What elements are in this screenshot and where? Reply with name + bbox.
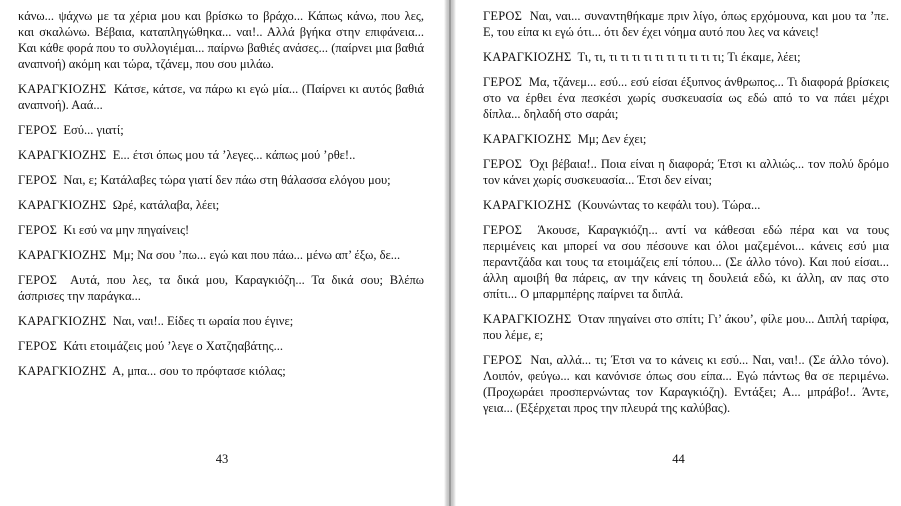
dialogue-line xyxy=(18,363,424,379)
dialogue-text: Ναι, ε; Κατάλαβες τώρα γιατί δεν πάω στη θάλασσα ελόγου μου; xyxy=(63,173,391,187)
page-number: 44 xyxy=(672,452,685,466)
dialogue-line xyxy=(18,313,424,329)
dialogue-line xyxy=(483,8,889,40)
speaker-name: ΚΑΡΑΓΚΙΟΖΗΣ xyxy=(18,314,107,328)
dialogue-text: Μα, τζάνεμ... εσύ... εσύ είσαι έξυπνος άνθρωπος... Τι διαφορά βρίσκεις στο να έρθει ένα πεσκέσι χωρίς συσκευασία ως εδώ από το να πάει μέχρι δίπλα... δηλαδή στο σαράι; xyxy=(483,75,890,121)
speaker-name: ΚΑΡΑΓΚΙΟΖΗΣ xyxy=(18,364,107,378)
speaker-name: ΓΕΡΟΣ xyxy=(18,223,58,237)
dialogue-text: Μμ; Δεν έχει; xyxy=(577,132,647,146)
speaker-name: ΚΑΡΑΓΚΙΟΖΗΣ xyxy=(483,50,572,64)
dialogue-line xyxy=(483,311,889,343)
dialogue-text: Μμ; Να σου ’πω... εγώ και που πάω... μένω απ’ έξω, δε... xyxy=(112,248,401,262)
left-page xyxy=(0,0,444,506)
dialogue-line xyxy=(483,131,889,147)
speaker-name: ΓΕΡΟΣ xyxy=(18,339,58,353)
dialogue-text: Ναι, ναι... συναντηθήκαμε πριν λίγο, όπως ερχόμουνα, και μου τα ’πε. Ε, του είπα κι εγώ ότι... ότι δεν έχει νόημα αυτό που λες να κάνεις! xyxy=(483,9,889,39)
dialogue-line xyxy=(18,338,424,354)
dialogue-text: Α, μπα... σου το πρόφτασε κιόλας; xyxy=(112,364,286,378)
speaker-name: ΓΕΡΟΣ xyxy=(18,273,58,287)
dialogue-text: Κάτσε, κάτσε, να πάρω κι εγώ μία... (Παίρνει κι αυτός βαθιά αναπνοή). Ααά... xyxy=(18,82,425,112)
right-page xyxy=(456,0,901,506)
left-page-text xyxy=(18,8,424,388)
dialogue-text: Όχι βέβαια!.. Ποια είναι η διαφορά; Έτσι κι αλλιώς... τον πολύ δρόμο τον κάνει χωρίς συσκευασία... Έτσι δεν είναι; xyxy=(483,157,890,187)
speaker-name: ΚΑΡΑΓΚΙΟΖΗΣ xyxy=(18,148,107,162)
dialogue-line xyxy=(483,49,889,65)
dialogue-text: Ε... έτσι όπως μου τά ’λεγες... κάπως μού ’ρθε!.. xyxy=(112,148,356,162)
speaker-name: ΓΕΡΟΣ xyxy=(483,157,523,171)
speaker-name: ΓΕΡΟΣ xyxy=(483,75,523,89)
dialogue-text: Κι εσύ να μην πηγαίνεις! xyxy=(63,223,190,237)
dialogue-line xyxy=(483,197,889,213)
right-page-text xyxy=(483,8,889,425)
dialogue-line xyxy=(483,352,889,416)
speaker-name: ΓΕΡΟΣ xyxy=(18,173,58,187)
dialogue-line xyxy=(483,156,889,188)
dialogue-line xyxy=(18,122,424,138)
dialogue-text: Όταν πηγαίνει στο σπίτι; Γι’ άκου’, φίλε μου... Διπλή ταρίφα, που λέμε, ε; xyxy=(483,312,890,342)
dialogue-line xyxy=(18,222,424,238)
dialogue-line xyxy=(18,81,424,113)
speaker-name: ΓΕΡΟΣ xyxy=(483,353,523,367)
dialogue-line xyxy=(18,247,424,263)
dialogue-line xyxy=(483,74,889,122)
dialogue-text: Ναι, αλλά... τι; Έτσι να το κάνεις κι εσύ... Ναι, ναι!.. (Σε άλλο τόνο). Λοιπόν, φεύγω... και κανόνισε όπως σου είπα... Εγώ πάντως θα σε περιμένω. (Προχωράει προσπερνώντας τον Καραγκιόζη). Εντάξει; Α... μπράβο!.. Άντε, γεια... (Εξέρχεται προς την πλευρά της καλύβας). xyxy=(483,353,889,415)
dialogue-text: (Κουνώντας το κεφάλι του). Τώρα... xyxy=(577,198,761,212)
page-number: 43 xyxy=(215,452,229,466)
speaker-name: ΚΑΡΑΓΚΙΟΖΗΣ xyxy=(18,198,107,212)
dialogue-text: Ναι, ναι!.. Είδες τι ωραία που έγινε; xyxy=(112,314,294,328)
dialogue-text: Κάτι ετοιμάζεις μού ’λεγε ο Χατζηαβάτης... xyxy=(63,339,283,353)
gutter-divider xyxy=(449,0,451,506)
dialogue-line xyxy=(18,147,424,163)
dialogue-text: Εσύ... γιατί; xyxy=(63,123,124,137)
speaker-name: ΚΑΡΑΓΚΙΟΖΗΣ xyxy=(18,248,107,262)
dialogue-line xyxy=(18,172,424,188)
speaker-name: ΓΕΡΟΣ xyxy=(18,123,58,137)
dialogue-text: Τι, τι, τι τι τι τι τι τι τι τι τι τι; Τι έκαμε, λέει; xyxy=(577,50,801,64)
dialogue-text: Ωρέ, κατάλαβα, λέει; xyxy=(112,198,220,212)
speaker-name: ΚΑΡΑΓΚΙΟΖΗΣ xyxy=(483,198,572,212)
dialogue-text: Αυτά, που λες, τα δικά μου, Καραγκιόζη... Τα δικά σου; Βλέπω άσπρισες την παράγκα... xyxy=(18,273,424,303)
speaker-name: ΓΕΡΟΣ xyxy=(483,223,523,237)
dialogue-line xyxy=(18,272,424,304)
speaker-name: ΓΕΡΟΣ xyxy=(483,9,523,23)
dialogue-line xyxy=(18,197,424,213)
dialogue-line xyxy=(483,222,889,302)
speaker-name: ΚΑΡΑΓΚΙΟΖΗΣ xyxy=(483,132,572,146)
dialogue-text: Άκουσε, Καραγκιόζη... αντί να κάθεσαι εδώ πέρα και να τους περιμένεις και μπορεί να σου πέσουνε και όλοι μαζεμένοι... κάνεις εσύ μια περαντζάδα και τους τα ετοιμάζεις επί τόπου... (Σε άλλο τόνο). Και πού είσαι... άλλη αμοιβή θα πάρεις, αν την κάνεις τη δουλειά εδώ, κι άλλη, αν πας στο σπίτι... Ο μπαρμπέρης παίρνει τα διπλά. xyxy=(483,223,889,301)
speaker-name: ΚΑΡΑΓΚΙΟΖΗΣ xyxy=(483,312,572,326)
paragraph: κάνω... ψάχνω με τα χέρια μου και βρίσκω το βράχο... Κάπως κάνω, που λες, και σκαλώνω. Βέβαια, καταπληγώθηκα... ναι!.. Αλλά βγήκα στην επιφάνεια... Και κάθε φορά που το συλλογιέμαι... παίρνω βαθιές ανάσες... (παίρνει μια βαθιά αναπνοή) ακόμη και τώρα, τζάνεμ, που σου μιλάω. xyxy=(18,9,424,71)
speaker-name: ΚΑΡΑΓΚΙΟΖΗΣ xyxy=(18,82,107,96)
